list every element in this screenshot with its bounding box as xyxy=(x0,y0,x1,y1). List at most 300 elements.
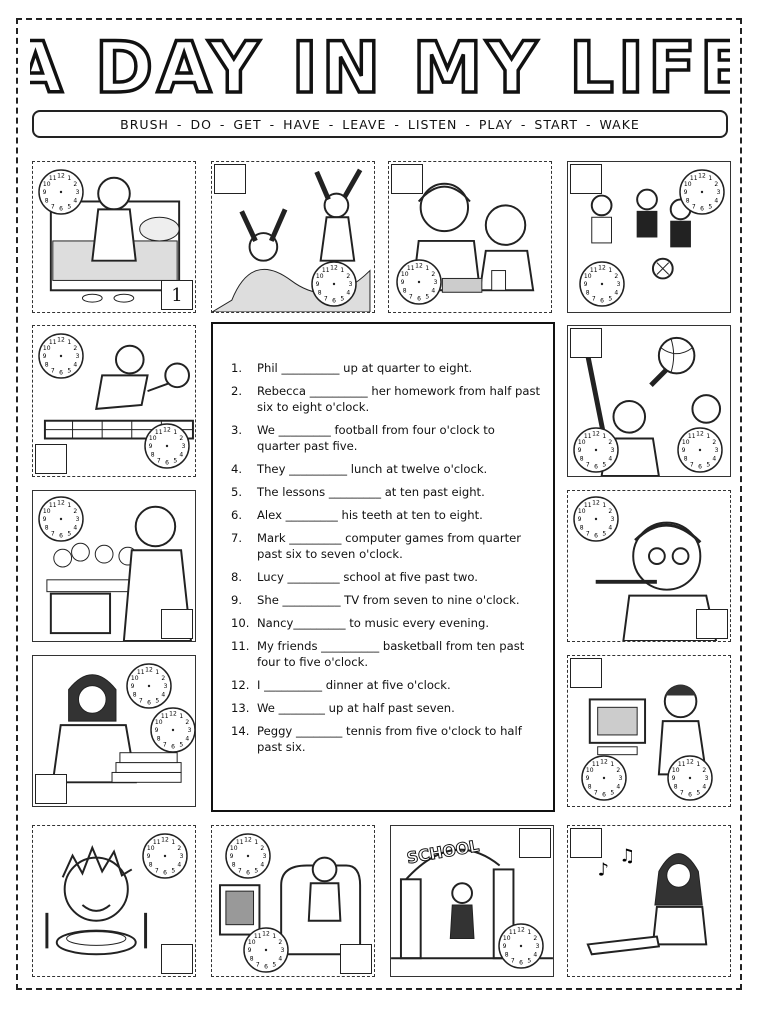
clock-numeral: 12 xyxy=(698,172,706,180)
sentence-item xyxy=(231,507,541,523)
sentence-number: 14. xyxy=(231,724,250,738)
clock-numeral: 3 xyxy=(187,727,192,735)
clock-icon xyxy=(580,754,628,802)
clock-numeral: 8 xyxy=(44,524,49,532)
sentence-number: 3. xyxy=(231,423,243,437)
word-bank-separator: - xyxy=(269,116,276,132)
clock-numeral: 9 xyxy=(229,853,234,861)
clock-numeral: 10 xyxy=(315,272,324,280)
clock-numeral: 8 xyxy=(148,861,153,869)
clock-numeral: 1 xyxy=(155,668,160,676)
clock-icon xyxy=(143,422,191,470)
clock-numeral: 10 xyxy=(671,766,680,774)
sentence-item xyxy=(231,615,541,631)
word-bank-item: LEAVE xyxy=(342,116,387,132)
clock-numeral: 6 xyxy=(59,369,63,377)
clock-numeral: 10 xyxy=(42,344,51,352)
clock-numeral: 12 xyxy=(244,836,252,844)
clock-numeral: 11 xyxy=(48,501,57,509)
clock-numeral: 9 xyxy=(502,943,507,951)
clock-numeral: 4 xyxy=(278,955,283,963)
clock-numeral: 2 xyxy=(614,272,619,280)
clock-numeral: 7 xyxy=(50,367,55,375)
clock-numeral: 12 xyxy=(600,758,608,766)
clock-numeral: 5 xyxy=(254,867,259,875)
clock-icon xyxy=(224,832,272,880)
clock-icon xyxy=(149,706,196,754)
clock-numeral: 3 xyxy=(179,853,184,861)
clock-numeral: 5 xyxy=(67,530,72,538)
panel-music-girl xyxy=(567,825,731,977)
clock-numeral: 4 xyxy=(73,524,78,532)
clock-icon xyxy=(37,495,85,543)
sentence-item xyxy=(231,677,541,693)
clock-numeral: 2 xyxy=(73,507,78,515)
clock-numeral: 12 xyxy=(592,499,600,507)
clock-icon xyxy=(125,662,173,710)
clock-icon xyxy=(497,922,545,970)
sentence-item xyxy=(231,461,541,477)
sentence-text: We ________ up at half past seven. xyxy=(257,701,455,715)
clock-numeral: 4 xyxy=(73,361,78,369)
clock-numeral: 9 xyxy=(247,947,252,955)
clock-numeral: 7 xyxy=(237,867,242,875)
clock-numeral: 9 xyxy=(42,516,47,524)
answer-box[interactable]: 1 xyxy=(161,280,193,310)
clock-numeral: 9 xyxy=(577,516,582,524)
clock-numeral: 2 xyxy=(616,766,621,774)
clock-numeral: 1 xyxy=(272,932,277,940)
clock-numeral: 6 xyxy=(602,791,606,799)
clock-numeral: 4 xyxy=(608,455,613,463)
clock-numeral: 5 xyxy=(67,367,72,375)
clock-numeral: 7 xyxy=(50,530,55,538)
sentence-text: My friends __________ basketball from ten past four to five o'clock. xyxy=(257,639,525,669)
word-bank-separator: - xyxy=(465,116,471,132)
clock-numeral: 10 xyxy=(130,674,139,682)
clock-numeral: 1 xyxy=(254,838,259,846)
clock-numeral: 6 xyxy=(698,463,702,471)
clock-numeral: 1 xyxy=(179,712,184,720)
clock-numeral: 6 xyxy=(594,532,598,540)
sentence-text: Lucy _________ school at five past two. xyxy=(257,570,478,584)
clock-numeral: 12 xyxy=(696,430,704,438)
clock-numeral: 2 xyxy=(608,438,613,446)
sentence-text: Nancy_________ to music every evening. xyxy=(257,616,490,630)
word-bank-item: LISTEN xyxy=(407,116,458,132)
clock-numeral: 6 xyxy=(246,869,250,877)
clock-numeral: 9 xyxy=(683,189,688,197)
clock-numeral: 7 xyxy=(585,461,590,469)
answer-box[interactable] xyxy=(519,828,551,858)
clock-numeral: 2 xyxy=(161,674,166,682)
clock-numeral: 1 xyxy=(708,174,713,182)
clock-numeral: 10 xyxy=(502,934,511,942)
clock-numeral: 9 xyxy=(154,727,159,735)
clock-numeral: 3 xyxy=(181,443,186,451)
clock-numeral: 10 xyxy=(247,938,256,946)
clock-icon xyxy=(242,926,290,974)
clock-numeral: 5 xyxy=(171,867,176,875)
clock-numeral: 6 xyxy=(519,959,523,967)
panel-school-gate xyxy=(390,825,554,977)
sentence-number: 6. xyxy=(231,508,243,522)
clock-numeral: 5 xyxy=(708,203,713,211)
word-bank-separator: - xyxy=(520,116,527,132)
answer-box[interactable] xyxy=(570,328,602,358)
clock-numeral: 2 xyxy=(177,844,182,852)
clock-numeral: 5 xyxy=(527,957,532,965)
clock-numeral: 6 xyxy=(59,205,63,213)
answer-box[interactable] xyxy=(161,609,193,639)
clock-numeral: 3 xyxy=(348,281,353,289)
clock-numeral: 4 xyxy=(179,451,184,459)
clock-numeral: 7 xyxy=(50,203,55,211)
panel-homework-girl xyxy=(32,655,196,807)
clock-numeral: 11 xyxy=(687,432,696,440)
clock-numeral: 8 xyxy=(249,955,254,963)
panel-stretching-kids xyxy=(211,161,375,313)
panel-brushing-teeth xyxy=(567,490,731,642)
sentence-text: She __________ TV from seven to nine o'clock. xyxy=(257,593,520,607)
clock-numeral: 10 xyxy=(148,434,157,442)
clock-numeral: 10 xyxy=(154,718,163,726)
clock-numeral: 1 xyxy=(67,338,72,346)
clock-numeral: 1 xyxy=(527,928,532,936)
clock-numeral: 6 xyxy=(163,869,167,877)
clock-numeral: 11 xyxy=(235,838,244,846)
clock-numeral: 11 xyxy=(677,760,686,768)
clock-numeral: 12 xyxy=(592,430,600,438)
clock-numeral: 4 xyxy=(161,691,166,699)
sentence-number: 11. xyxy=(231,639,250,653)
clock-numeral: 9 xyxy=(681,447,686,455)
clock-numeral: 8 xyxy=(585,289,590,297)
clock-numeral: 4 xyxy=(533,951,538,959)
clock-numeral: 6 xyxy=(700,205,704,213)
clock-numeral: 4 xyxy=(260,861,265,869)
clock-icon xyxy=(37,332,85,380)
sentence-number: 13. xyxy=(231,701,250,715)
clock-numeral: 2 xyxy=(260,844,265,852)
clock-numeral: 3 xyxy=(610,447,615,455)
clock-numeral: 12 xyxy=(57,172,65,180)
sentence-item xyxy=(231,422,541,454)
panel-tv-boy xyxy=(211,825,375,977)
clock-numeral: 2 xyxy=(185,718,190,726)
clock-numeral: 5 xyxy=(608,295,613,303)
clock-icon xyxy=(141,832,189,880)
answer-box[interactable] xyxy=(35,774,67,804)
clock-numeral: 6 xyxy=(165,459,169,467)
word-bank-item: START xyxy=(534,116,578,132)
sentence-number: 4. xyxy=(231,462,243,476)
clock-numeral: 3 xyxy=(618,775,623,783)
sentence-text: Peggy ________ tennis from five o'clock to half past six. xyxy=(257,724,522,754)
clock-numeral: 12 xyxy=(415,262,423,270)
clock-numeral: 9 xyxy=(130,683,135,691)
clock-numeral: 7 xyxy=(323,295,328,303)
sentence-list xyxy=(231,360,541,755)
clock-numeral: 7 xyxy=(691,203,696,211)
clock-numeral: 1 xyxy=(610,760,615,768)
sentences-box xyxy=(211,322,555,812)
word-bank-item: PLAY xyxy=(478,116,513,132)
clock-numeral: 10 xyxy=(229,844,238,852)
clock-numeral: 10 xyxy=(42,180,51,188)
sentence-text: The lessons _________ at ten past eight. xyxy=(257,485,485,499)
clock-numeral: 6 xyxy=(264,963,268,971)
clock-numeral: 8 xyxy=(132,691,137,699)
title-text: A DAY IN MY LIFE xyxy=(30,28,730,106)
clock-numeral: 2 xyxy=(431,270,436,278)
clock-numeral: 1 xyxy=(173,428,178,436)
panel-dinner-boy xyxy=(32,825,196,977)
answer-box[interactable] xyxy=(570,658,602,688)
clock-numeral: 2 xyxy=(278,938,283,946)
clock-numeral: 11 xyxy=(48,174,57,182)
clock-numeral: 12 xyxy=(145,666,153,674)
clock-numeral: 8 xyxy=(579,524,584,532)
clock-numeral: 12 xyxy=(330,264,338,272)
clock-numeral: 7 xyxy=(156,457,161,465)
clock-numeral: 6 xyxy=(417,295,421,303)
clock-numeral: 7 xyxy=(255,961,260,969)
clock-numeral: 1 xyxy=(67,501,72,509)
answer-box[interactable] xyxy=(696,609,728,639)
clock-numeral: 8 xyxy=(44,197,49,205)
clock-numeral: 7 xyxy=(154,867,159,875)
clock-numeral: 5 xyxy=(67,203,72,211)
worksheet-title xyxy=(30,28,730,106)
sentence-item xyxy=(231,700,541,716)
clock-numeral: 5 xyxy=(602,461,607,469)
sentence-item xyxy=(231,723,541,755)
clock-numeral: 4 xyxy=(614,289,619,297)
word-bank-separator: - xyxy=(328,116,335,132)
clock-numeral: 6 xyxy=(600,297,604,305)
answer-box[interactable] xyxy=(391,164,423,194)
clock-numeral: 1 xyxy=(602,432,607,440)
clock-numeral: 12 xyxy=(163,426,171,434)
school-sign-text: SCHOOL xyxy=(405,836,481,868)
clock-numeral: 8 xyxy=(673,783,678,791)
clock-numeral: 1 xyxy=(706,432,711,440)
clock-numeral: 8 xyxy=(402,287,407,295)
sentence-text: They __________ lunch at twelve o'clock. xyxy=(257,462,488,476)
clock-numeral: 2 xyxy=(73,180,78,188)
clock-numeral: 3 xyxy=(610,516,615,524)
clock-numeral: 10 xyxy=(146,844,155,852)
clock-numeral: 9 xyxy=(315,281,320,289)
clock-numeral: 3 xyxy=(433,279,438,287)
clock-numeral: 9 xyxy=(148,443,153,451)
clock-numeral: 2 xyxy=(714,180,719,188)
clock-numeral: 5 xyxy=(179,741,184,749)
answer-box[interactable] xyxy=(214,164,246,194)
clock-numeral: 12 xyxy=(686,758,694,766)
clock-numeral: 11 xyxy=(508,928,517,936)
clock-numeral: 2 xyxy=(712,438,717,446)
clock-icon xyxy=(678,168,726,216)
clock-numeral: 12 xyxy=(57,499,65,507)
clock-numeral: 5 xyxy=(340,295,345,303)
panel-computer-boy xyxy=(567,655,731,807)
clock-numeral: 9 xyxy=(577,447,582,455)
answer-box[interactable] xyxy=(570,164,602,194)
clock-numeral: 11 xyxy=(689,174,698,182)
word-bank-item: GET xyxy=(233,116,262,132)
word-bank xyxy=(32,110,728,138)
clock-numeral: 5 xyxy=(610,789,615,797)
word-bank-item: WAKE xyxy=(599,116,640,132)
music-note-icon: ♪ xyxy=(597,860,610,881)
clock-numeral: 8 xyxy=(156,735,161,743)
word-bank-separator: - xyxy=(394,116,400,132)
clock-numeral: 7 xyxy=(689,461,694,469)
clock-numeral: 3 xyxy=(163,683,168,691)
clock-numeral: 7 xyxy=(591,295,596,303)
clock-numeral: 4 xyxy=(185,735,190,743)
sentence-item xyxy=(231,360,541,376)
clock-numeral: 9 xyxy=(42,189,47,197)
clock-numeral: 9 xyxy=(583,281,588,289)
clock-numeral: 5 xyxy=(602,530,607,538)
clock-numeral: 10 xyxy=(42,507,51,515)
clock-numeral: 9 xyxy=(671,775,676,783)
clock-icon xyxy=(572,495,620,543)
clock-numeral: 11 xyxy=(321,266,330,274)
clock-numeral: 10 xyxy=(400,270,409,278)
clock-numeral: 10 xyxy=(583,272,592,280)
clock-numeral: 5 xyxy=(425,293,430,301)
panel-classroom xyxy=(32,490,196,642)
clock-numeral: 4 xyxy=(346,289,351,297)
panel-basketball-boys xyxy=(567,325,731,477)
clock-numeral: 1 xyxy=(608,266,613,274)
clock-numeral: 3 xyxy=(280,947,285,955)
answer-box[interactable] xyxy=(161,944,193,974)
clock-numeral: 8 xyxy=(587,783,592,791)
clock-numeral: 11 xyxy=(136,668,145,676)
clock-numeral: 7 xyxy=(408,293,413,301)
sentence-number: 12. xyxy=(231,678,250,692)
clock-numeral: 11 xyxy=(253,932,262,940)
word-bank-separator: - xyxy=(219,116,226,132)
clock-numeral: 8 xyxy=(317,289,322,297)
clock-numeral: 1 xyxy=(425,264,430,272)
sentence-item xyxy=(231,484,541,500)
clock-numeral: 4 xyxy=(431,287,436,295)
sentence-item xyxy=(231,530,541,562)
clock-numeral: 7 xyxy=(585,530,590,538)
clock-numeral: 10 xyxy=(577,438,586,446)
clock-numeral: 3 xyxy=(535,943,540,951)
answer-box[interactable] xyxy=(570,828,602,858)
clock-numeral: 8 xyxy=(683,455,688,463)
clock-numeral: 6 xyxy=(147,699,151,707)
clock-numeral: 9 xyxy=(400,279,405,287)
clock-numeral: 4 xyxy=(616,783,621,791)
word-bank-separator: - xyxy=(176,116,183,132)
sentence-item xyxy=(231,569,541,585)
clock-numeral: 7 xyxy=(510,957,515,965)
clock-numeral: 8 xyxy=(44,361,49,369)
word-bank-item: HAVE xyxy=(283,116,321,132)
clock-numeral: 12 xyxy=(57,336,65,344)
clock-numeral: 11 xyxy=(48,338,57,346)
clock-numeral: 6 xyxy=(594,463,598,471)
clock-numeral: 7 xyxy=(162,741,167,749)
clock-numeral: 3 xyxy=(75,353,80,361)
clock-numeral: 5 xyxy=(272,961,277,969)
clock-numeral: 8 xyxy=(579,455,584,463)
panel-football-kids xyxy=(567,161,731,313)
clock-numeral: 9 xyxy=(585,775,590,783)
clock-numeral: 11 xyxy=(583,501,592,509)
sentence-number: 7. xyxy=(231,531,243,545)
panel-tennis-girl xyxy=(32,325,196,477)
clock-numeral: 11 xyxy=(160,712,169,720)
clock-numeral: 8 xyxy=(150,451,155,459)
sentence-number: 9. xyxy=(231,593,243,607)
clock-icon xyxy=(578,260,626,308)
clock-numeral: 10 xyxy=(681,438,690,446)
sentence-number: 1. xyxy=(231,361,243,375)
clock-numeral: 2 xyxy=(702,766,707,774)
sentence-text: Phil __________ up at quarter to eight. xyxy=(257,361,473,375)
sentence-number: 10. xyxy=(231,616,250,630)
clock-numeral: 7 xyxy=(593,789,598,797)
clock-numeral: 2 xyxy=(179,434,184,442)
clock-numeral: 3 xyxy=(75,516,80,524)
clock-numeral: 2 xyxy=(73,344,78,352)
clock-numeral: 4 xyxy=(714,197,719,205)
clock-numeral: 4 xyxy=(73,197,78,205)
clock-numeral: 12 xyxy=(598,264,606,272)
clock-numeral: 1 xyxy=(340,266,345,274)
clock-numeral: 7 xyxy=(138,697,143,705)
clock-numeral: 2 xyxy=(533,934,538,942)
clock-numeral: 12 xyxy=(169,710,177,718)
panel-wake-up-boy xyxy=(32,161,196,313)
word-bank-separator: - xyxy=(585,116,592,132)
word-bank-item: BRUSH xyxy=(120,116,169,132)
sentence-item xyxy=(231,383,541,415)
clock-numeral: 3 xyxy=(704,775,709,783)
panel-lunch-couple xyxy=(388,161,552,313)
clock-icon xyxy=(395,258,443,306)
clock-numeral: 2 xyxy=(608,507,613,515)
clock-numeral: 6 xyxy=(171,743,175,751)
clock-numeral: 11 xyxy=(583,432,592,440)
clock-numeral: 4 xyxy=(702,783,707,791)
sentence-text: Alex _________ his teeth at ten to eight. xyxy=(257,508,483,522)
clock-numeral: 8 xyxy=(504,951,509,959)
sentence-number: 8. xyxy=(231,570,243,584)
clock-numeral: 12 xyxy=(517,926,525,934)
clock-numeral: 10 xyxy=(585,766,594,774)
clock-icon xyxy=(37,168,85,216)
clock-numeral: 10 xyxy=(577,507,586,515)
clock-numeral: 9 xyxy=(42,353,47,361)
clock-numeral: 5 xyxy=(155,697,160,705)
clock-numeral: 1 xyxy=(171,838,176,846)
sentence-number: 5. xyxy=(231,485,243,499)
answer-box[interactable] xyxy=(340,944,372,974)
sentence-item xyxy=(231,592,541,608)
answer-box[interactable] xyxy=(35,444,67,474)
